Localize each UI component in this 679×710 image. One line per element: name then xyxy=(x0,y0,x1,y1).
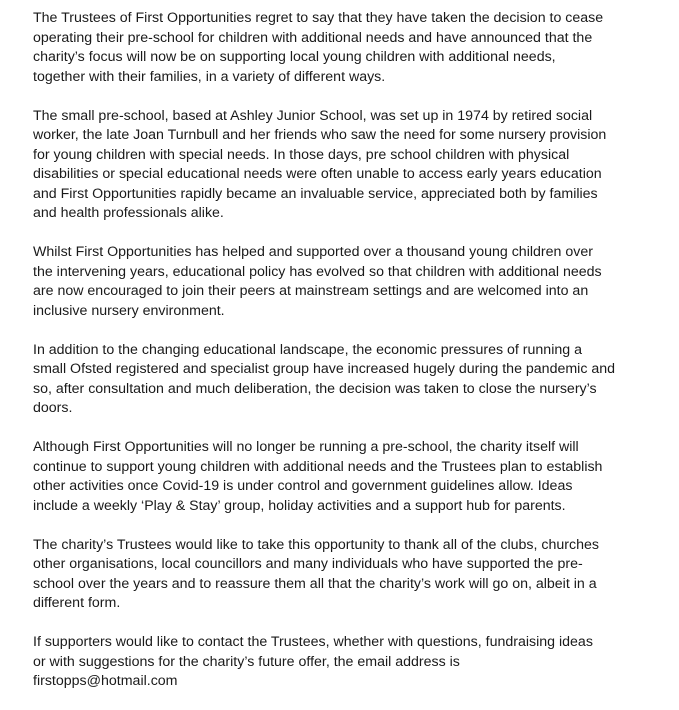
paragraph-future-support: Although First Opportunities will no longer be running a pre-school, the charity itself will continue to support young children with additional needs and the Trustees plan to establish other activities once Covid-19 is under control and government guidelines allow. Ideas include a weekly ‘Play & Stay’ group, holiday activities and a support hub for parents. xyxy=(33,439,603,514)
paragraph-policy: Whilst First Opportunities has helped and supported over a thousand young children over the intervening years, educational policy has evolved so that children with additional needs are now encouraged to join their peers at mainstream settings and are welcomed into an inclusive nursery environment. xyxy=(33,244,602,319)
paragraph-thanks: The charity’s Trustees would like to take this opportunity to thank all of the clubs, churches other organisations, local councillors and many individuals who have supported the pre- school over the years and to reassure them all that the charity’s work will go on, albeit in a different form. xyxy=(33,536,599,611)
document-body xyxy=(33,9,645,692)
paragraph-pressures: In addition to the changing educational landscape, the economic pressures of running a small Ofsted registered and specialist group have increased hugely during the pandemic and so, after consultation and much deliberation, the decision was taken to close the nursery’s doors. xyxy=(33,341,616,416)
paragraph-contact: If supporters would like to contact the Trustees, whether with questions, fundraising ideas or with suggestions for the charity’s future offer, the email address is firstopps@hotmail.com xyxy=(33,634,593,689)
paragraph-decision: The Trustees of First Opportunities regret to say that they have taken the decision to cease operating their pre-school for children with additional needs and have announced that the charity’s focus will now be on supporting local young children with additional needs, together with their families, in a variety of different ways. xyxy=(33,10,604,85)
paragraph-history: The small pre-school, based at Ashley Junior School, was set up in 1974 by retired social worker, the late Joan Turnbull and her friends who saw the need for some nursery provision for young children with special needs. In those days, pre school children with physical disabilities or special educational needs were often unable to access early years education and First Opportunities rapidly became an invaluable service, appreciated both by families and health professionals alike. xyxy=(33,107,607,221)
